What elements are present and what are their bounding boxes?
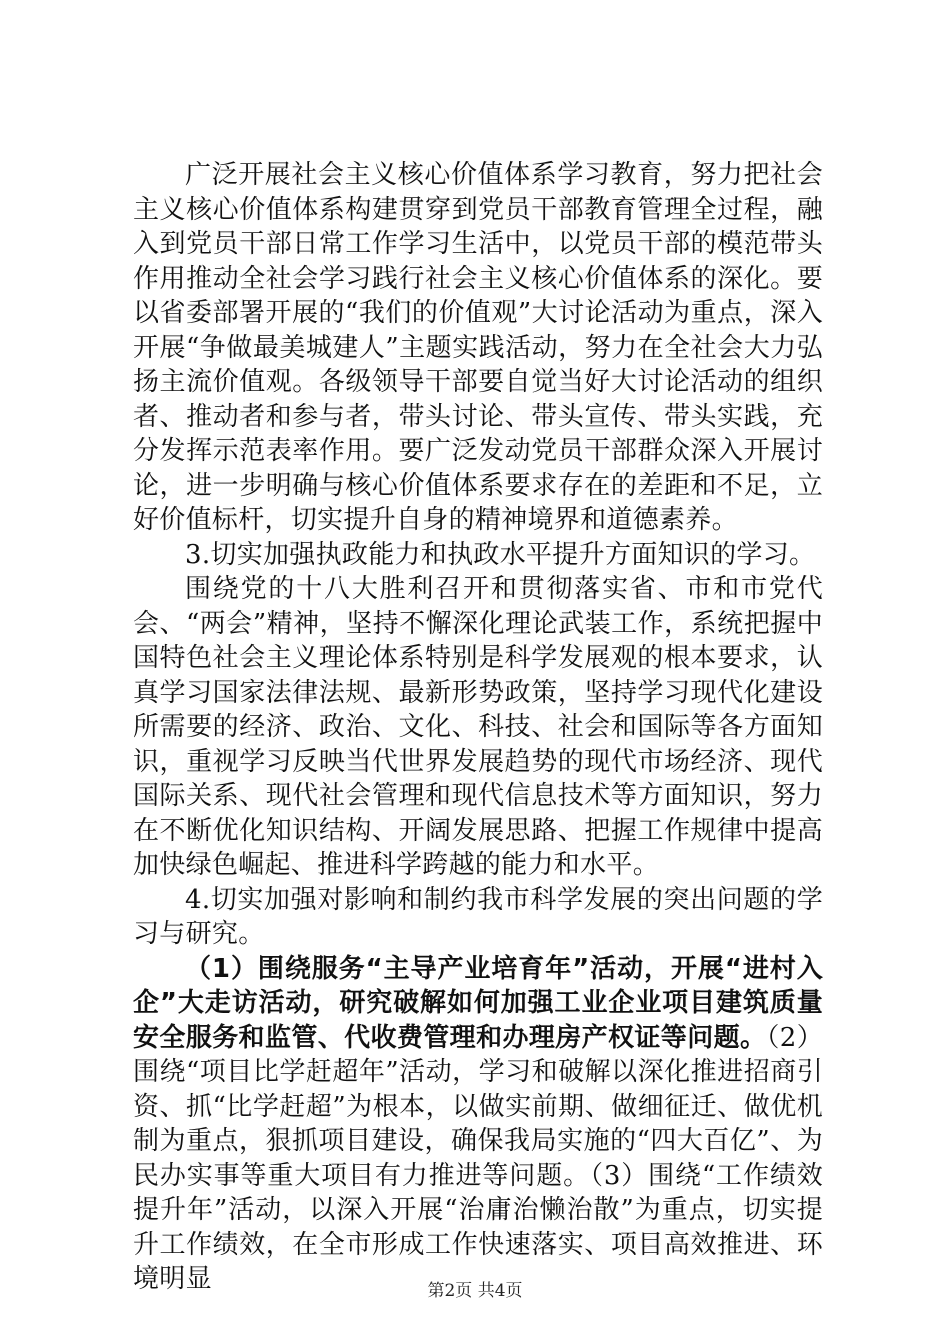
- paragraph-core-values: 广泛开展社会主义核心价值体系学习教育，努力把社会主义核心价值体系构建贯穿到党员干部教育管理全过程，融入到党员干部日常工作学习生活中，以党员干部的模范带头作用推动全社会学习践行社会主义核心价值体系的深化。要以省委部署开展的“我们的价值观”大讨论活动为重点，深入开展“争做最美城建人”主题实践活动，努力在全社会大力弘扬主流价值观。各级领导干部要自觉当好大讨论活动的组织者、推动者和参与者，带头讨论、带头宣传、带头实践，充分发挥示范表率作用。要广泛发动党员干部群众深入开展讨论，进一步明确与核心价值体系要求存在的差距和不足，立好价值标杆，切实提升自身的精神境界和道德素养。: [133, 160, 823, 535]
- paragraph-heading-3: 3.切实加强执政能力和执政水平提升方面知识的学习。: [185, 539, 816, 570]
- document-body: [133, 158, 823, 1297]
- paragraph-activities-bold: （1）围绕服务“主导产业培育年”活动，开展“进村入企”大走访活动，研究破解如何加强工业企业项目建筑质量安全服务和监管、代收费管理和办理房产权证等问题。: [133, 953, 823, 1053]
- page-footer: 第2页 共4页: [427, 1281, 523, 1301]
- paragraph-heading-4: 4.切实加强对影响和制约我市科学发展的突出问题的学习与研究。: [133, 884, 823, 949]
- paragraph-activities-normal: （2）围绕“项目比学赶超年”活动，学习和破解以深化推进招商引资、抓“比学赶超”为根本，以做实前期、做细征迁、做优机制为重点，狠抓项目建设，确保我局实施的“四大百亿”、为民办实事等重大项目有力推进等问题。（3）围绕“工作绩效提升年”活动，以深入开展“治庸治懒治散”为重点，切实提升工作绩效，在全市形成工作快速落实、项目高效推进、环境明显: [133, 1022, 823, 1294]
- paragraph-activities: [133, 952, 823, 1297]
- paragraph-governance-knowledge: 围绕党的十八大胜利召开和贯彻落实省、市和市党代会、“两会”精神，坚持不懈深化理论武装工作，系统把握中国特色社会主义理论体系特别是科学发展观的根本要求，认真学习国家法律法规、最新形势政策，坚持学习现代化建设所需要的经济、政治、文化、科技、社会和国际等各方面知识，重视学习反映当代世界发展趋势的现代市场经济、现代国际关系、现代社会管理和现代信息技术等方面知识，努力在不断优化知识结构、开阔发展思路、把握工作规律中提高加快绿色崛起、推进科学跨越的能力和水平。: [133, 574, 823, 880]
